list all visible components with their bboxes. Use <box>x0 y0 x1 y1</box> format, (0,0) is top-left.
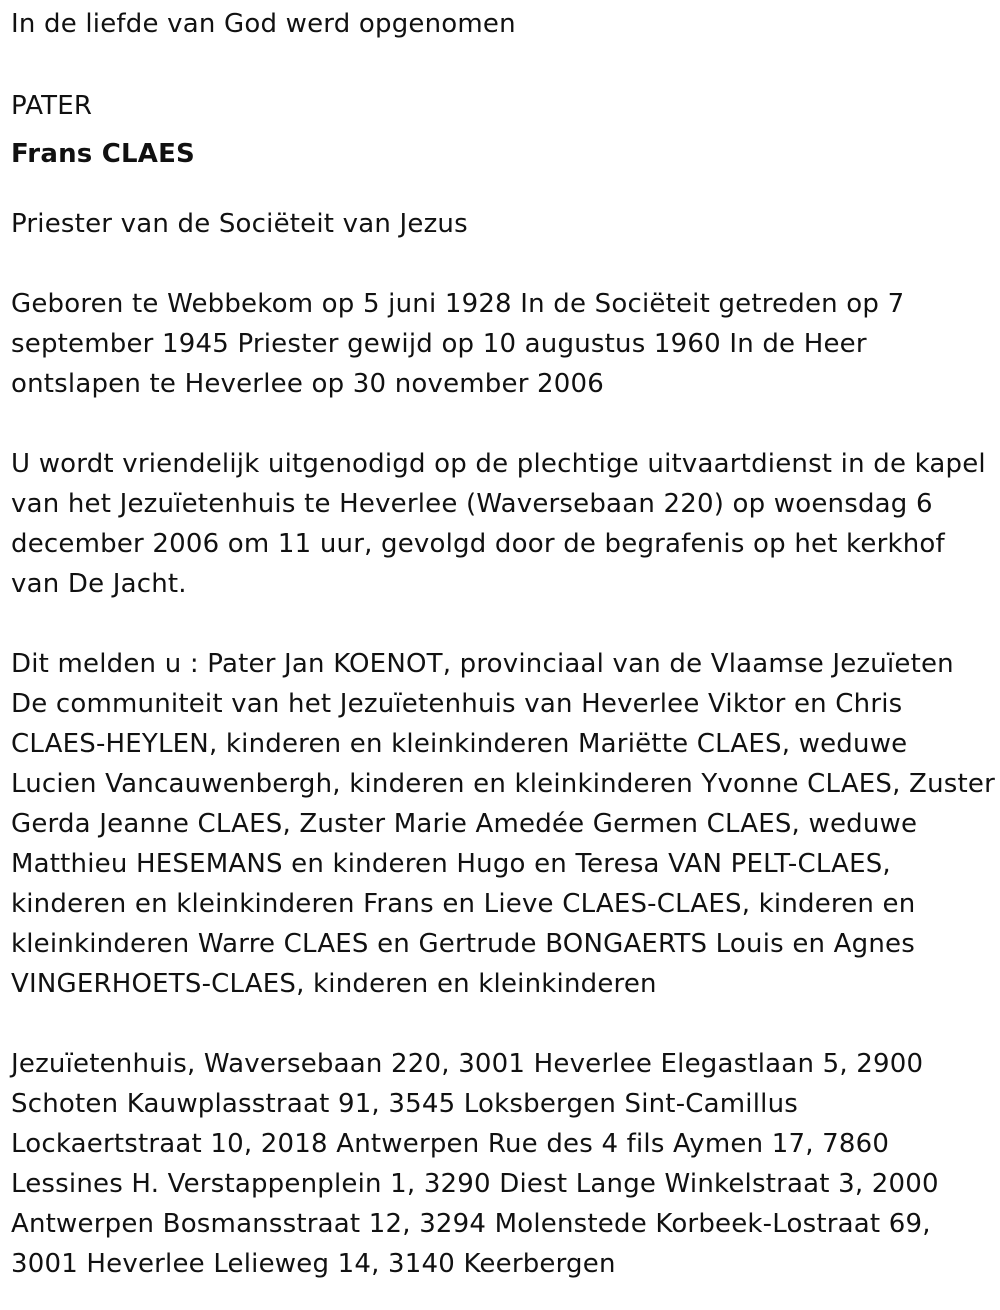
title-label: PATER <box>11 91 93 121</box>
biography-paragraph: Geboren te Webbekom op 5 juni 1928 In de Sociëteit getreden op 7 september 1945 Priester gewijd op 10 augustus 1960 In de Heer ontslapen te Heverlee op 30 november 2006 <box>11 289 905 399</box>
obituary-document <box>11 4 996 1284</box>
deceased-name: Frans CLAES <box>11 139 195 169</box>
addresses-paragraph: Jezuïetenhuis, Waversebaan 220, 3001 Heverlee Elegastlaan 5, 2900 Schoten Kauwplasstraat 91, 3545 Loksbergen Sint-Camillus Lockaertstraat 10, 2018 Antwerpen Rue des 4 fils Aymen 17, 7860 Lessines H. Verstappenplein 1, 3290 Diest Lange Winkelstraat 3, 2000 Antwerpen Bosmansstraat 12, 3294 Molenstede Korbeek-Lostraat 69, 3001 Heverlee Lelieweg 14, 3140 Keerbergen <box>11 1049 939 1279</box>
spacer <box>11 244 996 284</box>
invitation-paragraph: U wordt vriendelijk uitgenodigd op de plechtige uitvaartdienst in de kapel van het Jezuïetenhuis te Heverlee (Waversebaan 220) op woensdag 6 december 2006 om 11 uur, gevolgd door de begrafenis op het kerkhof van De Jacht. <box>11 449 986 599</box>
spacer <box>11 182 996 204</box>
spacer <box>11 604 996 644</box>
role-line: Priester van de Sociëteit van Jezus <box>11 209 468 239</box>
announcers-paragraph: Dit melden u : Pater Jan KOENOT, provinciaal van de Vlaamse Jezuïeten De communiteit van het Jezuïetenhuis van Heverlee Viktor en Chris CLAES-HEYLEN, kinderen en kleinkinderen Mariëtte CLAES, weduwe Lucien Vancauwenbergh, kinderen en kleinkinderen Yvonne CLAES, Zuster Gerda Jeanne CLAES, Zuster Marie Amedée Germen CLAES, weduwe Matthieu HESEMANS en kinderen Hugo en Teresa VAN PELT-CLAES, kinderen en kleinkinderen Frans en Lieve CLAES-CLAES, kinderen en kleinkinderen Warre CLAES en Gertrude BONGAERTS Louis en Agnes VINGERHOETS-CLAES, kinderen en kleinkinderen <box>11 649 995 999</box>
spacer <box>11 1004 996 1044</box>
intro-line: In de liefde van God werd opgenomen <box>11 9 516 39</box>
spacer <box>11 404 996 444</box>
spacer <box>11 44 996 84</box>
